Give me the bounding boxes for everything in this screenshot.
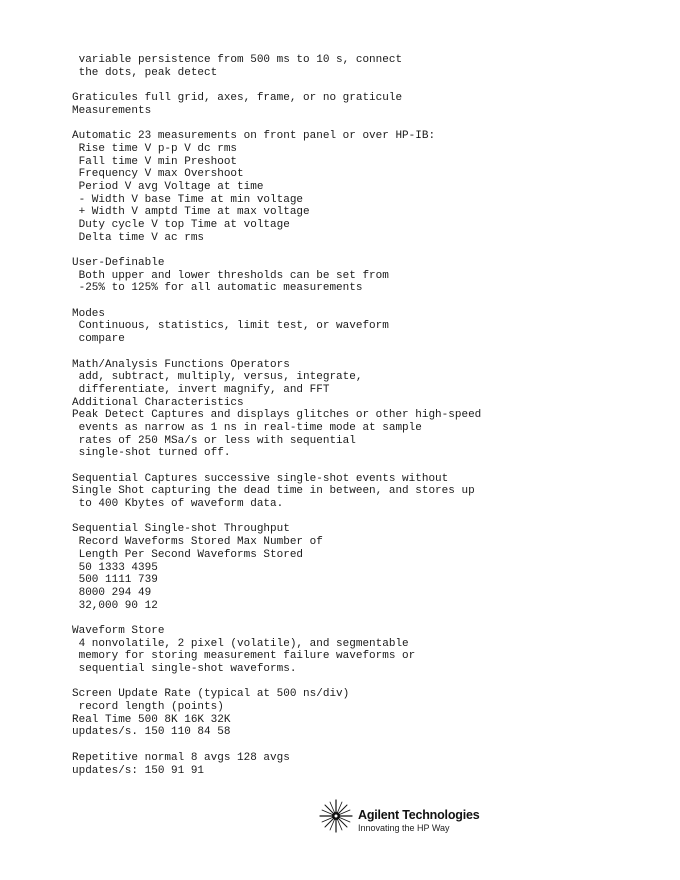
text-line: [72, 676, 662, 689]
text-line: Frequency V max Overshoot: [72, 168, 244, 181]
text-line: updates/s: 150 91 91: [72, 764, 205, 777]
text-line: Delta time V ac rms: [72, 231, 205, 244]
text-line: Measurements: [72, 104, 152, 117]
text-line: updates/s. 150 110 84 58: [72, 726, 231, 739]
text-line: -25% to 125% for all automatic measurements: [72, 282, 363, 295]
text-line: the dots, peak detect: [72, 66, 218, 79]
text-line: [72, 117, 662, 130]
logo-company-name: Agilent Technologies: [358, 808, 480, 822]
text-line: 8000 294 49: [72, 586, 152, 599]
text-line: Continuous, statistics, limit test, or waveform: [72, 320, 389, 333]
text-line: events as narrow as 1 ns in real-time mode at sample: [72, 421, 422, 434]
text-line: [72, 346, 662, 359]
text-line: Duty cycle V top Time at voltage: [72, 218, 290, 231]
text-line: sequential single-shot waveforms.: [72, 663, 297, 675]
text-line: Sequential Captures successive single-shot events without: [72, 472, 449, 485]
text-line: compare: [72, 333, 125, 346]
text-line: to 400 Kbytes of waveform data.: [72, 498, 284, 511]
text-line: [72, 612, 662, 625]
text-line: Modes: [72, 307, 106, 320]
text-line: Record Waveforms Stored Max Number of: [72, 536, 323, 549]
text-line: 32,000 90 12: [72, 599, 158, 612]
text-line: single-shot turned off.: [72, 447, 231, 460]
spark-logo-icon: [318, 798, 354, 834]
text-line: memory for storing measurement failure waveforms or: [72, 650, 416, 663]
text-line: 500 1111 739: [72, 574, 158, 587]
text-line: Rise time V p-p V dc rms: [72, 142, 238, 155]
text-line: Additional Characteristics: [72, 396, 244, 409]
text-line: [72, 460, 662, 473]
text-line: [72, 511, 662, 524]
text-line: [72, 739, 662, 752]
text-line: [72, 295, 662, 308]
text-line: Screen Update Rate (typical at 500 ns/div): [72, 688, 350, 701]
text-line: 50 1333 4395: [72, 561, 158, 574]
text-line: Peak Detect Captures and displays glitches or other high-speed: [72, 409, 482, 422]
text-line: Both upper and lower thresholds can be set from: [72, 269, 389, 282]
document-body: [72, 54, 662, 777]
text-line: Repetitive normal 8 avgs 128 avgs: [72, 751, 290, 764]
text-line: add, subtract, multiply, versus, integrate,: [72, 371, 363, 384]
text-line: Automatic 23 measurements on front panel or over HP-IB:: [72, 130, 436, 143]
text-line: - Width V base Time at min voltage: [72, 193, 304, 206]
agilent-logo: [318, 798, 498, 838]
text-line: [72, 244, 662, 257]
text-line: + Width V amptd Time at max voltage: [72, 206, 310, 219]
text-line: [72, 79, 662, 92]
text-line: Sequential Single-shot Throughput: [72, 523, 290, 536]
text-line: Fall time V min Preshoot: [72, 155, 238, 168]
text-line: Single Shot capturing the dead time in between, and stores up: [72, 485, 475, 498]
text-line: Waveform Store: [72, 624, 165, 637]
text-line: Real Time 500 8K 16K 32K: [72, 713, 231, 726]
text-line: variable persistence from 500 ms to 10 s, connect: [72, 54, 403, 66]
text-line: rates of 250 MSa/s or less with sequential: [72, 434, 356, 447]
text-line: 4 nonvolatile, 2 pixel (volatile), and segmentable: [72, 637, 409, 650]
text-line: Period V avg Voltage at time: [72, 180, 264, 193]
text-line: differentiate, invert magnify, and FFT: [72, 383, 330, 396]
logo-tagline: Innovating the HP Way: [358, 823, 450, 833]
text-line: record length (points): [72, 701, 224, 714]
text-line: Length Per Second Waveforms Stored: [72, 548, 304, 561]
text-line: Math/Analysis Functions Operators: [72, 358, 290, 371]
text-line: User-Definable: [72, 257, 165, 269]
text-line: Graticules full grid, axes, frame, or no graticule: [72, 92, 403, 105]
